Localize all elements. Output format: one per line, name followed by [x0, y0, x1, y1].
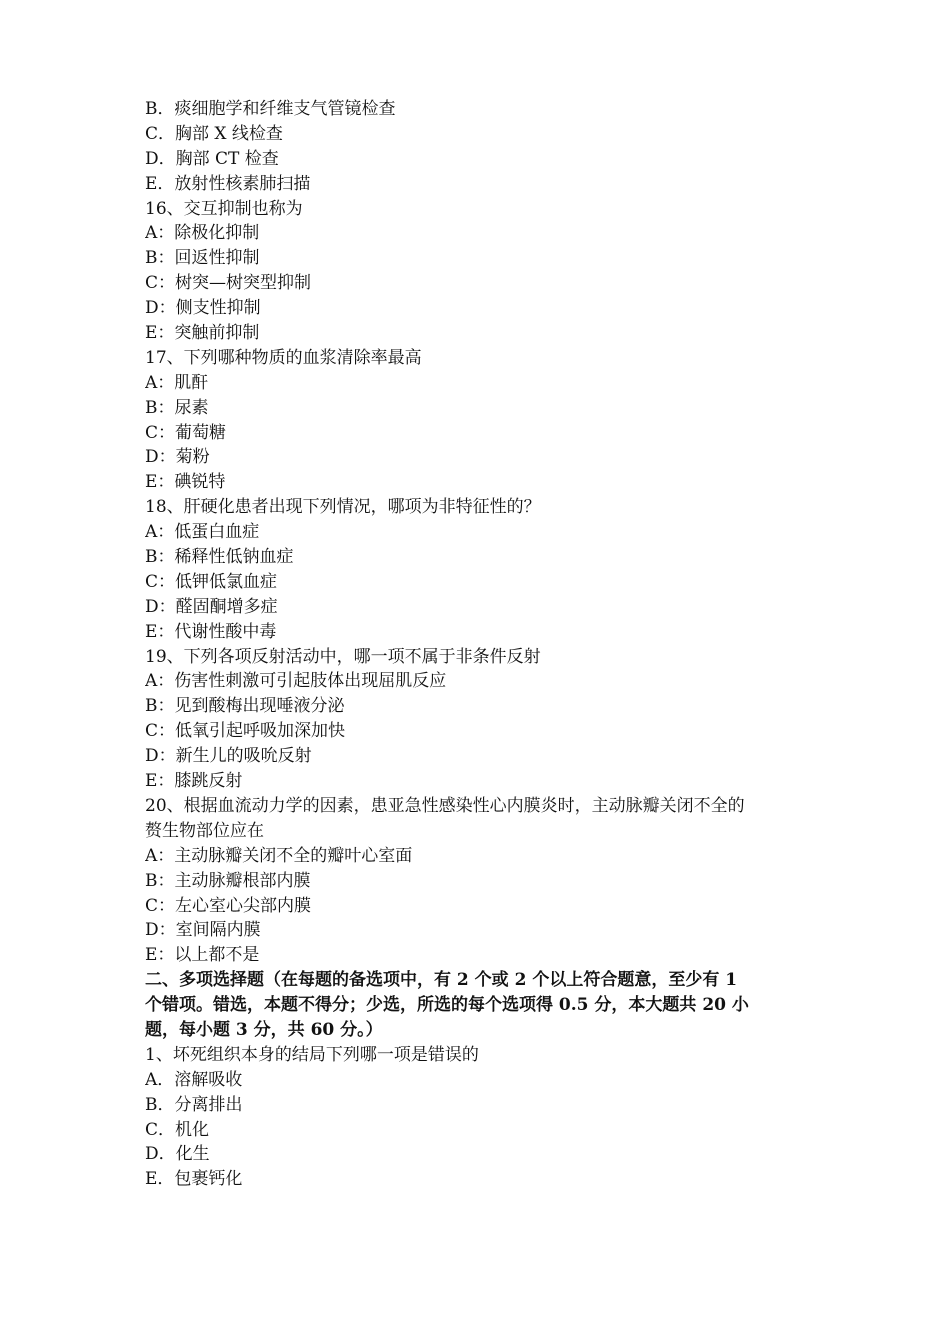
question-18: 18、肝硬化患者出现下列情况，哪项为非特征性的？	[145, 497, 541, 518]
option-q16-e: E：突触前抑制	[145, 323, 260, 344]
option-q17-c: C：葡萄糖	[145, 422, 227, 443]
option-q15-d: D．胸部 CT 检查	[145, 148, 279, 169]
option-mq1-d: D．化生	[145, 1144, 210, 1165]
option-q19-e: E：膝跳反射	[145, 771, 243, 792]
option-q19-c: C：低氧引起呼吸加深加快	[145, 721, 346, 742]
option-q16-a: A：除极化抑制	[145, 223, 260, 244]
option-q20-d: D：室间隔内膜	[145, 920, 261, 941]
document-page	[145, 97, 810, 1192]
option-mq1-c: C．机化	[145, 1119, 210, 1140]
option-q18-e: E：代谢性酸中毒	[145, 621, 277, 642]
option-q15-e: E．放射性核素肺扫描	[145, 173, 311, 194]
option-q16-c: C：树突—树突型抑制	[145, 273, 312, 294]
option-mq1-b: B．分离排出	[145, 1094, 243, 1115]
option-q20-e: E：以上都不是	[145, 945, 260, 966]
option-mq1-e: E．包裹钙化	[145, 1169, 243, 1190]
option-q15-b: B．痰细胞学和纤维支气管镜检查	[145, 99, 396, 119]
question-20-line-1: 20、根据血流动力学的因素，患亚急性感染性心内膜炎时，主动脉瓣关闭不全的	[145, 795, 745, 816]
option-q17-e: E：碘锐特	[145, 472, 226, 493]
option-q20-c: C：左心室心尖部内膜	[145, 895, 312, 916]
question-17: 17、下列哪种物质的血浆清除率最高	[145, 347, 422, 368]
option-q18-b: B：稀释性低钠血症	[145, 547, 294, 568]
option-q18-c: C：低钾低氯血症	[145, 571, 278, 592]
section-2-heading-line-3: 题，每小题 3 分，共 60 分。）	[145, 1019, 383, 1040]
option-q17-a: A：肌酐	[145, 372, 209, 393]
option-q19-d: D：新生儿的吸吮反射	[145, 746, 312, 767]
option-q15-c: C．胸部 X 线检查	[145, 123, 283, 144]
option-q18-d: D：醛固酮增多症	[145, 596, 278, 617]
option-q18-a: A：低蛋白血症	[145, 522, 260, 543]
option-q19-b: B：见到酸梅出现唾液分泌	[145, 696, 345, 717]
question-19: 19、下列各项反射活动中，哪一项不属于非条件反射	[145, 646, 541, 667]
option-q20-a: A：主动脉瓣关闭不全的瓣叶心室面	[145, 845, 413, 866]
option-q17-d: D：菊粉	[145, 447, 210, 468]
option-mq1-a: A．溶解吸收	[145, 1069, 243, 1090]
option-q17-b: B：尿素	[145, 397, 209, 418]
option-q16-d: D：侧支性抑制	[145, 298, 261, 319]
option-q20-b: B：主动脉瓣根部内膜	[145, 870, 311, 891]
multi-question-1: 1、坏死组织本身的结局下列哪一项是错误的	[145, 1044, 479, 1065]
section-2-heading-line-2: 个错项。错选，本题不得分；少选，所选的每个选项得 0.5 分，本大题共 20 小	[145, 995, 749, 1016]
question-16: 16、交互抑制也称为	[145, 198, 303, 219]
section-2-heading-line-1: 二、多项选择题（在每题的备选项中，有 2 个或 2 个以上符合题意，至少有 1	[145, 970, 738, 991]
question-20-line-2: 赘生物部位应在	[145, 820, 264, 841]
option-q16-b: B：回返性抑制	[145, 248, 260, 269]
option-q19-a: A：伤害性刺激可引起肢体出现屈肌反应	[145, 671, 447, 692]
